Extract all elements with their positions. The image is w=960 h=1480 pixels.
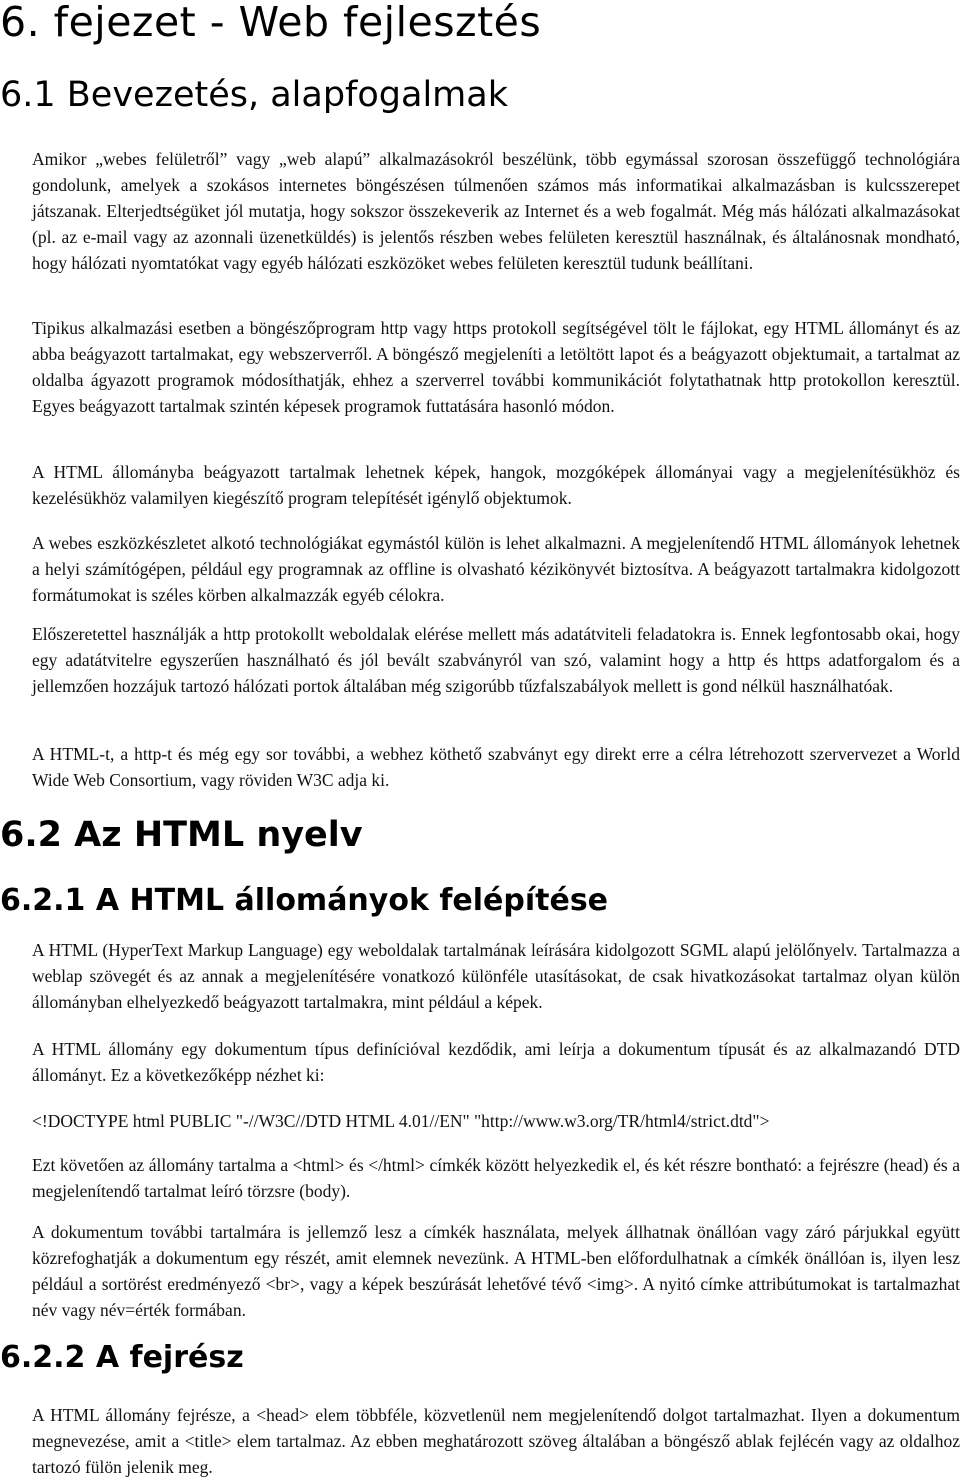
section-title-intro: 6.1 Bevezetés, alapfogalmak xyxy=(0,75,508,115)
section-title-html: 6.2 Az HTML nyelv xyxy=(0,815,363,855)
paragraph-structure-3: Ezt követően az állomány tartalma a <html> és </html> címkék között helyezkedik el, és két részre bontható: a fejrészre (head) és a megjelenítendő tartalmat leíró törzsre (body). xyxy=(32,1155,960,1201)
subsection-title-structure: 6.2.1 A HTML állományok felépítése xyxy=(0,883,609,918)
paragraph-intro-6: A HTML-t, a http-t és még egy sor további, a webhez köthető szabványt egy direkt erre a célra létrehozott szervervezet a World Wide Web Consortium, vagy röviden W3C adja ki. xyxy=(32,744,960,790)
paragraph-structure-4: A dokumentum további tartalmára is jellemző lesz a címkék használata, melyek állhatnak önállóan vagy záró párjukkal együtt közrefoghatják a dokumentum egy részét, amit elemnek nevezünk. A HTML-ben előfordulhatnak a címkék önállóan is, ilyen lesz például a sortörést eredményező <br>, vagy a képek beszúrását lehetővé tévő <img>. A nyitó címke attribútumokat is tartalmazhat név vagy név=érték formában. xyxy=(32,1222,960,1320)
subsection-title-head: 6.2.2 A fejrész xyxy=(0,1340,244,1375)
paragraph-intro-5: Előszeretettel használják a http protokollt weboldalak elérése mellett más adatátviteli feladatokra is. Ennek legfontosabb okai, hogy egy adatátvitelre egyszerűen használható és jól bevált szabványról van szó, valamint hogy a http és https adatforgalom és a jellemzően hozzájuk tartozó hálózati portok általában még szigorúbb tűzfalszabályok mellett is gond nélkül használhatóak. xyxy=(32,624,960,696)
paragraph-intro-4: A webes eszközkészletet alkotó technológiákat egymástól külön is lehet alkalmazni. A megjelenítendő HTML állományok lehetnek a helyi számítógépen, például egy programnak az offline is olvasható kézikönyvét biztosítva. A beágyazott tartalmakra kidolgozott formátumokat is széles körben alkalmazzák egyéb célokra. xyxy=(32,533,960,605)
paragraph-head-1: A HTML állomány fejrésze, a <head> elem többféle, közvetlenül nem megjelenítendő dolgot tartalmazhat. Ilyen a dokumentum megnevezése, amit a <title> elem tartalmaz. Az ebben meghatározott szöveg általában a böngésző ablak fejlécén vagy az oldalhoz tartozó fülön jelenik meg. xyxy=(32,1405,960,1477)
doctype-example: <!DOCTYPE html PUBLIC "-//W3C//DTD HTML 4.01//EN" "http://www.w3.org/TR/html4/strict.dtd"> xyxy=(32,1111,770,1131)
paragraph-intro-2: Tipikus alkalmazási esetben a böngészőprogram http vagy https protokoll segítségével tölt le fájlokat, egy HTML állományt és az abba beágyazott tartalmakat, egy webszerverről. A böngésző megjeleníti a letöltött lapot és a beágyazott objektumait, a tartalmat az oldalba ágyazott programok módosíthatják, ehhez a szerverrel további kommunikációt folytathatnak http protokollon keresztül. Egyes beágyazott tartalmak szintén képesek programok futtatására hasonló módon. xyxy=(32,318,960,416)
paragraph-intro-1: Amikor „webes felületről” vagy „web alapú” alkalmazásokról beszélünk, több egymással szorosan összefüggő technológiára gondolunk, amelyek a szokásos internetes böngészésen túlmenően számos más informatikai alkalmazásban is kulcsszerepet játszanak. Elterjedtségüket jól mutatja, hogy sokszor összekeverik az Internet és a web fogalmát. Még más hálózati alkalmazásokat (pl. az e-mail vagy az azonnali üzenetküldés) is jelentős részben webes felületen keresztül használnak, és általánosnak mondható, hogy hálózati nyomtatókat vagy egyéb hálózati eszközöket webes felületen keresztül tudunk beállítani. xyxy=(32,149,960,273)
paragraph-structure-2: A HTML állomány egy dokumentum típus definícióval kezdődik, ami leírja a dokumentum típusát és az alkalmazandó DTD állományt. Ez a következőképp nézhet ki: xyxy=(32,1039,960,1085)
chapter-title: 6. fejezet - Web fejlesztés xyxy=(0,0,542,46)
paragraph-structure-1: A HTML (HyperText Markup Language) egy weboldalak tartalmának leírására kidolgozott SGML alapú jelölőnyelv. Tartalmazza a weblap szövegét és az annak a megjelenítésére vonatkozó különféle utasításokat, de csak hivatkozásokat tartalmaz olyan külön állományban elhelyezkedő beágyazott tartalmakra, mint például a képek. xyxy=(32,940,960,1012)
paragraph-intro-3: A HTML állományba beágyazott tartalmak lehetnek képek, hangok, mozgóképek állományai vagy a megjelenítésükhöz és kezelésükhöz valamilyen kiegészítő program telepítését igénylő objektumok. xyxy=(32,462,960,508)
